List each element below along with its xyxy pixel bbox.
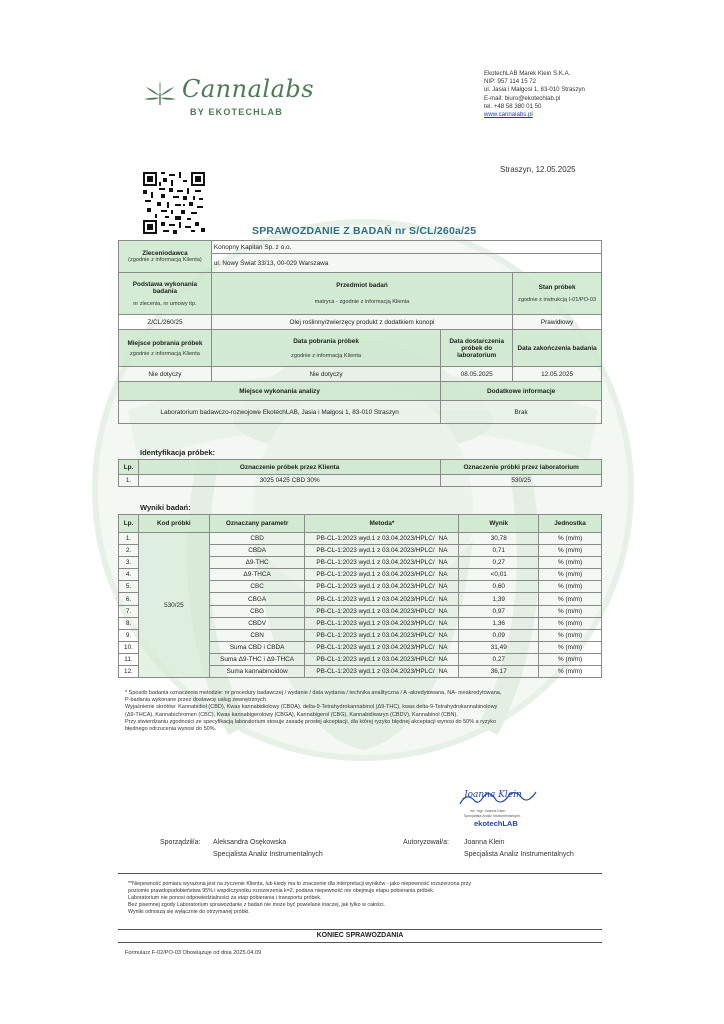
- results-footnote: [125, 690, 603, 733]
- stamp-logo: ekotechLAB: [474, 819, 518, 828]
- authorized-name: Joanna Klein: [464, 839, 505, 846]
- res-method: [305, 593, 459, 605]
- res-accreditation: NA: [438, 631, 448, 639]
- res-accreditation: NA: [438, 583, 448, 591]
- sampling-date-label-cell: [211, 330, 440, 367]
- res-col-method: Metoda*: [305, 515, 459, 533]
- res-lp: 8.: [119, 617, 139, 629]
- res-accreditation: NA: [438, 643, 448, 651]
- company-name: EkotechLAB Marek Klein S.K.A.: [484, 70, 571, 77]
- company-email: E-mail: biuro@ekotechlab.pl: [484, 94, 561, 102]
- res-lp: 10.: [119, 641, 139, 653]
- client-label-cell: [119, 241, 212, 273]
- footnote-line: Przy stwierdzaniu zgodności ze specyfikacją laboratorium stosuje zasadę prostej akceptacji, dla której ryzyko błędnej akceptacji wynosi do 50% a ryzyko: [125, 718, 497, 725]
- res-lp: 3.: [119, 557, 139, 569]
- stamp-line-2: Specjalista Analiz Instrumentalnych: [464, 814, 521, 818]
- res-param: CBC: [209, 581, 305, 593]
- res-accreditation: NA: [438, 535, 448, 543]
- signature-stamp-icon: [456, 788, 548, 828]
- res-result: 1,36: [459, 617, 539, 629]
- res-col-unit: Jednostka: [539, 515, 602, 533]
- res-lp: 4.: [119, 569, 139, 581]
- res-lp: 1.: [119, 533, 139, 545]
- footnote-line: (Δ9-THCA), Kannabichromen (CBC), Kwas kannabigerolowy (CBGA), Kannabigerol (CBG), Kannabidiwaryn (CBDV), Kannabinol (CBN).: [125, 711, 458, 718]
- res-method: [305, 533, 459, 545]
- res-method-code: PB-CL-1:2023 wyd.1 z 03.04.2023/HPLC/: [316, 595, 435, 603]
- res-method-code: PB-CL-1:2023 wyd.1 z 03.04.2023/HPLC/: [316, 619, 435, 627]
- res-method: [305, 641, 459, 653]
- res-method: [305, 629, 459, 641]
- client-label: Zleceniodawca: [142, 250, 188, 257]
- res-param: CBG: [209, 605, 305, 617]
- res-method: [305, 605, 459, 617]
- res-accreditation: NA: [438, 655, 448, 663]
- company-address: ul. Jasia i Małgosi 1, 83-010 Straszyn: [484, 86, 585, 94]
- disclaimer-line: poziomie prawdopodobieństwa 95% i współczynniku rozszerzenia k=2, podana niepewność nie obejmuje etapu pobierania próbek.: [128, 888, 435, 894]
- basis-label-cell: [119, 273, 212, 315]
- res-method: [305, 653, 459, 665]
- res-result: 0,27: [459, 557, 539, 569]
- res-method-code: PB-CL-1:2023 wyd.1 z 03.04.2023/HPLC/: [316, 547, 435, 555]
- completion-date-label: Data zakończenia badania: [513, 330, 602, 367]
- client-address: ul. Nowy Świat 33/13, 00-029 Warszawa: [211, 254, 601, 273]
- delivery-date-label: Data dostarczenia próbek do laboratorium: [441, 330, 513, 367]
- res-unit: % (m/m): [539, 617, 602, 629]
- analysis-place-value: Laboratorium badawczo-rozwojowe EkotechLAB, Jasia i Małgosi 1, 83-010 Straszyn: [119, 401, 441, 424]
- res-accreditation: NA: [438, 559, 448, 567]
- subject-sublabel: matryca - zgodnie z informacją Klienta: [314, 299, 410, 305]
- res-method-code: PB-CL-1:2023 wyd.1 z 03.04.2023/HPLC/: [316, 571, 435, 579]
- footnote-line: P-badania wykonane przez dostawcę usług zewnętrznych: [125, 697, 266, 704]
- res-method: [305, 557, 459, 569]
- disclaimer-line: Laboratorium nie ponosi odpowiedzialności za etap pobierania i transportu próbek.: [128, 895, 322, 901]
- res-lp: 6.: [119, 593, 139, 605]
- res-result: 31,49: [459, 641, 539, 653]
- res-accreditation: NA: [438, 668, 448, 676]
- ident-lab-code: 530/25: [441, 475, 602, 487]
- report-title: SPRAWOZDANIE Z BADAŃ nr S/CL/260a/25: [252, 225, 477, 237]
- sampling-place-label: Miejsce pobrania próbek: [127, 339, 203, 347]
- company-nip: NIP: 957 114 15 72: [484, 78, 537, 86]
- res-method: [305, 581, 459, 593]
- res-param: CBDA: [209, 545, 305, 557]
- ident-col-lp: Lp.: [119, 460, 139, 475]
- place-date: Straszyn, 12.05.2025: [500, 165, 576, 174]
- company-website-link[interactable]: www.cannalabs.pl: [484, 111, 533, 119]
- divider: [118, 942, 602, 943]
- logo-text: Cannalabs: [182, 75, 315, 103]
- divider: [118, 873, 602, 874]
- disclaimer-line: Bez pisemnej zgody Laboratorium sprawozdanie z badań nie może być powielane inaczej, jak tylko w całości.: [128, 902, 386, 908]
- res-result: 30,78: [459, 533, 539, 545]
- subject-label: Przedmiot badań: [336, 282, 388, 289]
- res-unit: % (m/m): [539, 653, 602, 665]
- res-unit: % (m/m): [539, 581, 602, 593]
- res-result: 1,39: [459, 593, 539, 605]
- res-result: 0,97: [459, 605, 539, 617]
- state-sublabel: zgodnie z instrukcją I-01/PO-03: [518, 297, 597, 303]
- res-method-code: PB-CL-1:2023 wyd.1 z 03.04.2023/HPLC/: [316, 535, 435, 543]
- res-result: 0,60: [459, 581, 539, 593]
- form-note: Formularz F-02/PO-03 Obowiązuje od dnia 2025.04.09: [125, 950, 262, 956]
- res-unit: % (m/m): [539, 569, 602, 581]
- res-unit: % (m/m): [539, 641, 602, 653]
- client-name: Konopny Kapitan Sp. z o.o.: [211, 241, 601, 254]
- res-sample-code: 530/25: [138, 533, 209, 678]
- footnote-line: * Sposób badania oznaczenia metodzie: nr procedury badawczej / wydanie / data wydania / technika analityczna / A -akredytowana, NA- nieakredytowana,: [125, 690, 502, 696]
- res-result: 36,17: [459, 666, 539, 678]
- res-result: 0,71: [459, 545, 539, 557]
- sampling-place-value: Nie dotyczy: [119, 367, 212, 382]
- prepared-by: [160, 839, 323, 858]
- res-col-result: Wynik: [459, 515, 539, 533]
- delivery-date-value: 08.05.2025: [441, 367, 513, 382]
- res-col-code: Kod próbki: [138, 515, 209, 533]
- res-unit: % (m/m): [539, 605, 602, 617]
- analysis-place-label: Miejsce wykonania analizy: [119, 382, 441, 401]
- authorized-label: Autoryzował/a:: [403, 839, 449, 846]
- ident-col-client: Oznaczenie próbek przez Klienta: [138, 460, 440, 475]
- logo-subtext: BY EKOTECHLAB: [190, 107, 283, 117]
- res-unit: % (m/m): [539, 666, 602, 678]
- basis-value: Z/CL/260/25: [119, 315, 212, 330]
- ident-client-code: 3025 0425 CBD 30%: [138, 475, 440, 487]
- table-row: [119, 533, 602, 545]
- res-lp: 5.: [119, 581, 139, 593]
- client-sublabel: (zgodnie z informacją Klienta): [128, 257, 202, 263]
- res-lp: 11.: [119, 653, 139, 665]
- authorized-by: [403, 839, 574, 858]
- state-value: Prawidłowy: [513, 315, 602, 330]
- res-result: 0,09: [459, 629, 539, 641]
- res-lp: 2.: [119, 545, 139, 557]
- subject-label-cell: [211, 273, 512, 315]
- identification-title: Identyfikacja próbek:: [140, 448, 216, 457]
- additional-info-label: Dodatkowe informacje: [441, 382, 602, 401]
- end-of-report: KONIEC SPRAWOZDANIA: [316, 932, 404, 939]
- res-method: [305, 569, 459, 581]
- sampling-place-sublabel: zgodnie z informacją Klienta: [129, 350, 200, 357]
- res-unit: % (m/m): [539, 629, 602, 641]
- cannalabs-logo: [142, 75, 315, 125]
- res-method: [305, 617, 459, 629]
- res-unit: % (m/m): [539, 593, 602, 605]
- res-col-param: Oznaczany parametr: [209, 515, 305, 533]
- state-label: Stan próbek: [538, 284, 576, 291]
- prepared-name: Aleksandra Osękowska: [213, 839, 287, 846]
- identification-table: [118, 459, 602, 487]
- report-info-table: [118, 240, 602, 424]
- basis-sublabel: nr zlecenia, nr umowy itp.: [133, 300, 197, 307]
- res-unit: % (m/m): [539, 533, 602, 545]
- sampling-date-sublabel: zgodnie z informacją Klienta: [291, 352, 362, 359]
- res-param: CBN: [209, 629, 305, 641]
- res-method-code: PB-CL-1:2023 wyd.1 z 03.04.2023/HPLC/: [316, 583, 435, 591]
- res-method-code: PB-CL-1:2023 wyd.1 z 03.04.2023/HPLC/: [316, 607, 435, 615]
- footnote-line: błędnego odrzucenia wynosi do 50%.: [125, 726, 217, 733]
- completion-date-value: 12.05.2025: [513, 367, 602, 382]
- cannabis-leaf-icon: [142, 81, 178, 107]
- res-param: Suma Δ9-THC i Δ9-THCA: [209, 653, 305, 665]
- res-method-code: PB-CL-1:2023 wyd.1 z 03.04.2023/HPLC/: [316, 668, 435, 676]
- res-accreditation: NA: [438, 571, 448, 579]
- res-accreditation: NA: [438, 595, 448, 603]
- disclaimer-line: **Niepewność pomiaru wyrażona jest na życzenie Klienta, lub kiedy ma to znaczenie dla interpretacji wyników - jako niepewność rozszerzona przy: [128, 881, 471, 887]
- res-method: [305, 545, 459, 557]
- res-param: CBGA: [209, 593, 305, 605]
- res-param: Suma kannabinoidów: [209, 666, 305, 678]
- divider: [118, 929, 602, 930]
- res-method-code: PB-CL-1:2023 wyd.1 z 03.04.2023/HPLC/: [316, 631, 435, 639]
- results-title: Wyniki badań:: [140, 503, 191, 512]
- ident-lp: 1.: [119, 475, 139, 487]
- res-accreditation: NA: [438, 607, 448, 615]
- res-lp: 9.: [119, 629, 139, 641]
- additional-info-value: Brak: [441, 401, 602, 424]
- res-param: CBD: [209, 533, 305, 545]
- res-param: CBDV: [209, 617, 305, 629]
- subject-value: Olej roślinny/zwierzęcy produkt z dodatkiem konopi: [211, 315, 512, 330]
- qr-code-icon: [143, 172, 205, 234]
- ident-col-lab: Oznaczenie próbki przez laboratorium: [441, 460, 602, 475]
- res-method: [305, 666, 459, 678]
- state-label-cell: [513, 273, 602, 315]
- res-result: <0,01: [459, 569, 539, 581]
- res-result: 0,27: [459, 653, 539, 665]
- disclaimer-line: Wyniki odnoszą się wyłącznie do otrzymanej próbki.: [128, 909, 250, 915]
- disclaimer: [128, 881, 598, 916]
- res-method-code: PB-CL-1:2023 wyd.1 z 03.04.2023/HPLC/: [316, 559, 435, 567]
- res-param: Δ9-THCA: [209, 569, 305, 581]
- res-method-code: PB-CL-1:2023 wyd.1 z 03.04.2023/HPLC/: [316, 643, 435, 651]
- prepared-role: Specjalista Analiz Instrumentalnych: [213, 851, 323, 858]
- res-param: Δ9-THC: [209, 557, 305, 569]
- res-lp: 7.: [119, 605, 139, 617]
- company-info: [484, 70, 585, 119]
- authorized-role: Specjalista Analiz Instrumentalnych: [464, 851, 574, 858]
- sampling-place-label-cell: [119, 330, 212, 367]
- stamp-line-1: inż. mgr. Joanna Klein: [470, 809, 506, 813]
- prepared-label: Sporządził/a:: [160, 839, 201, 846]
- res-accreditation: NA: [438, 619, 448, 627]
- table-row: [119, 475, 602, 487]
- company-phone: tel. +48 58 380 01 50: [484, 102, 542, 110]
- res-col-lp: Lp.: [119, 515, 139, 533]
- res-param: Suma CBD i CBDA: [209, 641, 305, 653]
- res-lp: 12.: [119, 666, 139, 678]
- stamp-signature: Joanna Klein: [464, 790, 522, 800]
- res-unit: % (m/m): [539, 545, 602, 557]
- footnote-line: Wyjaśnienie skrótów: Kannabidiol (CBD), Kwas kannabidiolowy (CBDA), delta-9-Tetrahydrokannabinol (Δ9-THC), kwas delta-9-Tetrahydrokannabinolowy: [125, 704, 498, 711]
- res-unit: % (m/m): [539, 557, 602, 569]
- res-method-code: PB-CL-1:2023 wyd.1 z 03.04.2023/HPLC/: [316, 655, 435, 663]
- basis-label: Podstawa wykonania badania: [132, 280, 198, 295]
- sampling-date-value: Nie dotyczy: [211, 367, 440, 382]
- res-accreditation: NA: [438, 547, 448, 555]
- results-table: [118, 514, 602, 678]
- sampling-date-label: Data pobrania próbek: [293, 337, 359, 345]
